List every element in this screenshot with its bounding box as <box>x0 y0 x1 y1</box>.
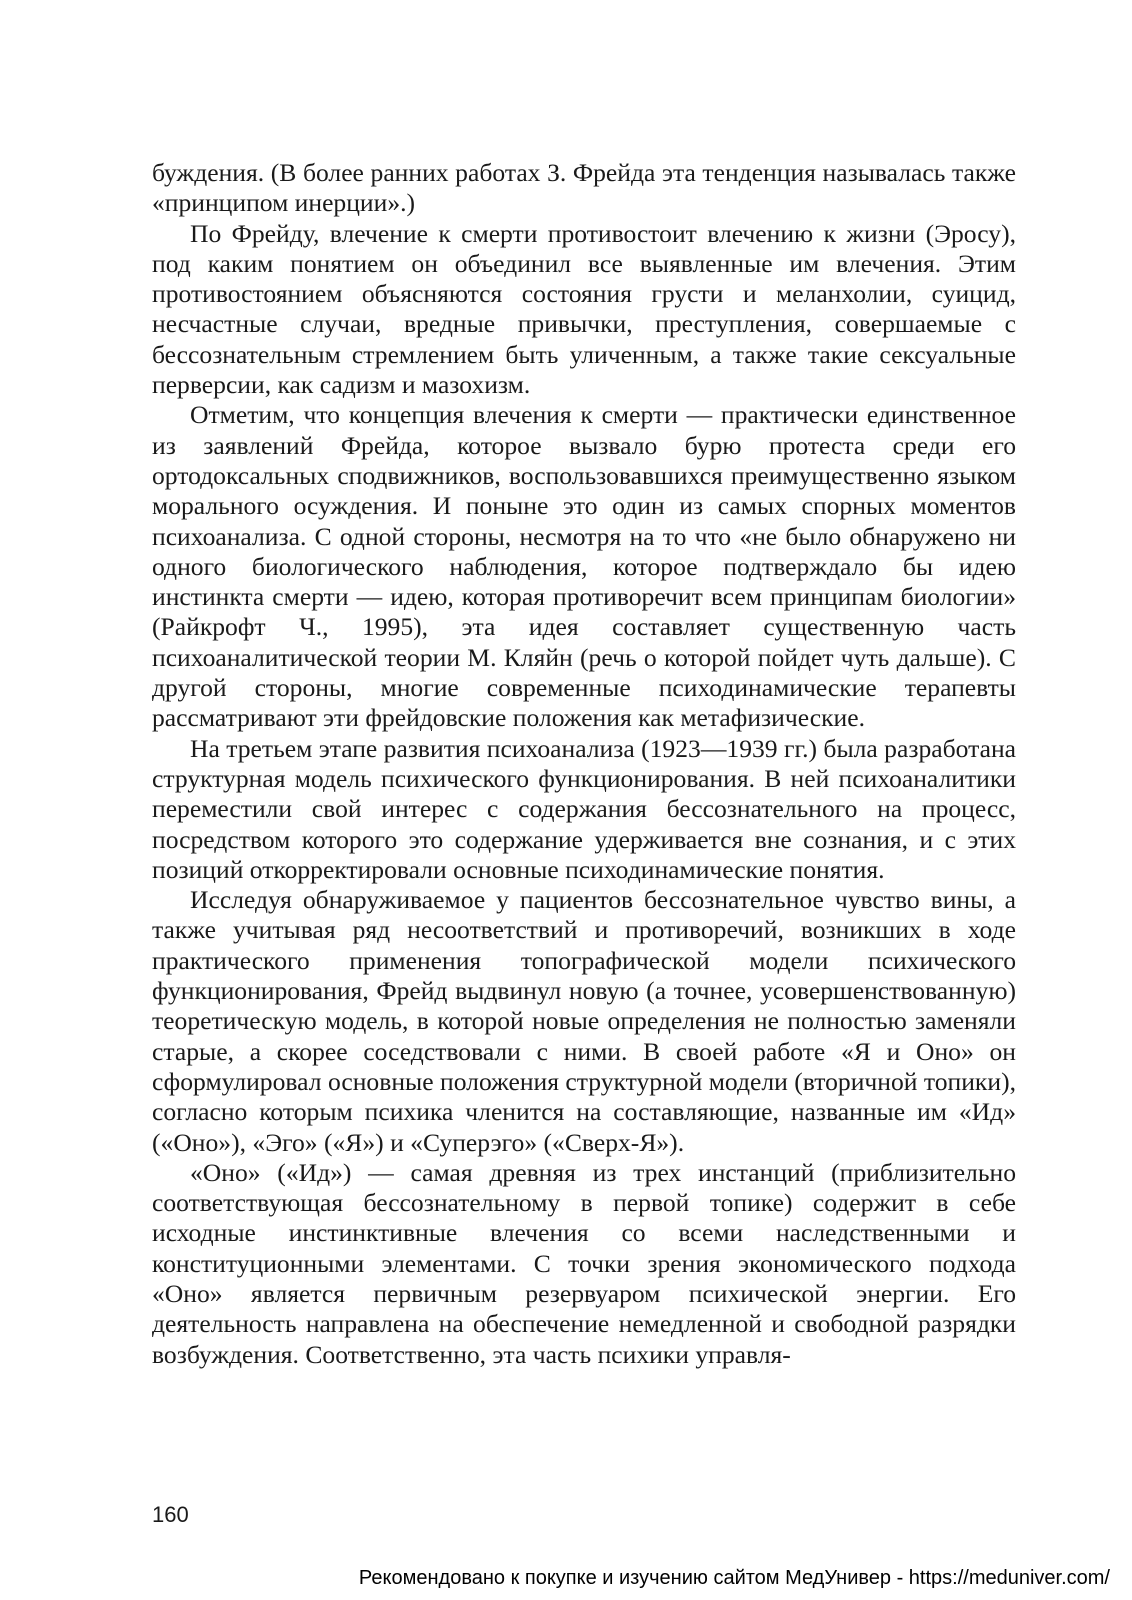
footer-watermark: Рекомендовано к покупке и изучению сайтом МедУнивер - https://meduniver.com/ <box>358 1567 1110 1589</box>
page-body-text <box>152 158 1016 1370</box>
paragraph-id-ego-superego: Исследуя обнаруживаемое у пациентов бессознательное чувство вины, а также учитывая ряд несоответствий и противоречий, возникших в ходе практического применения топографической модели психического функционирования, Фрейд выдвинул новую (а точнее, усовершенствованную) теоретическую модель, в которой новые определения не полностью заменяли старые, а скорее соседствовали с ними. В своей работе «Я и Оно» он сформулировал основные положения структурной модели (вторичной топики), согласно которым психика членится на составляющие, названные им «Ид» («Оно»), «Эго» («Я») и «Суперэго» («Сверх-Я»). <box>152 885 1016 1157</box>
paragraph-structural-model: На третьем этапе развития психоанализа (1923—1939 гг.) была разработана структурная модель психического функционирования. В ней психоаналитики переместили свой интерес с содержания бессознательного на процесс, посредством которого это содержание удерживается вне сознания, и с этих позиций откорректировали основные психодинамические понятия. <box>152 733 1016 884</box>
paragraph-continuation: буждения. (В более ранних работах З. Фрейда эта тенденция называлась также «принципом инерции».) <box>152 158 1016 218</box>
paragraph-death-drive-controversy: Отметим, что концепция влечения к смерти — практически единственное из заявлений Фрейда, которое вызвало бурю протеста среди его ортодоксальных сподвижников, воспользовавшихся преимущественно языком морального осуждения. И поныне это один из самых спорных моментов психоанализа. С одной стороны, несмотря на то что «не было обнаружено ни одного биологического наблюдения, которое подтверждало бы идею инстинкта смерти — идею, которая противоречит всем принципам биологии» (Райкрофт Ч., 1995), эта идея составляет существенную часть психоаналитической теории М. Кляйн (речь о которой пойдет чуть дальше). С другой стороны, многие современные психодинамические терапевты рассматривают эти фрейдовские положения как метафизические. <box>152 400 1016 733</box>
paragraph-id-description: «Оно» («Ид») — самая древняя из трех инстанций (приблизительно соответствующая бессознательному в первой топике) содержит в себе исходные инстинктивные влечения со всеми наследственными и конституционными элементами. С точки зрения экономического подхода «Оно» является первичным резервуаром психической энергии. Его деятельность направлена на обеспечение немедленной и свободной разрядки возбуждения. Соответственно, эта часть психики управля- <box>152 1157 1016 1369</box>
page-number: 160 <box>152 1502 189 1527</box>
paragraph-death-drive: По Фрейду, влечение к смерти противостоит влечению к жизни (Эросу), под каким понятием он объединил все выявленные им влечения. Этим противостоянием объясняются состояния грусти и меланхолии, суицид, несчастные случаи, вредные привычки, преступления, совершаемые с бессознательным стремлением быть уличенным, а также такие сексуальные перверсии, как садизм и мазохизм. <box>152 218 1016 400</box>
